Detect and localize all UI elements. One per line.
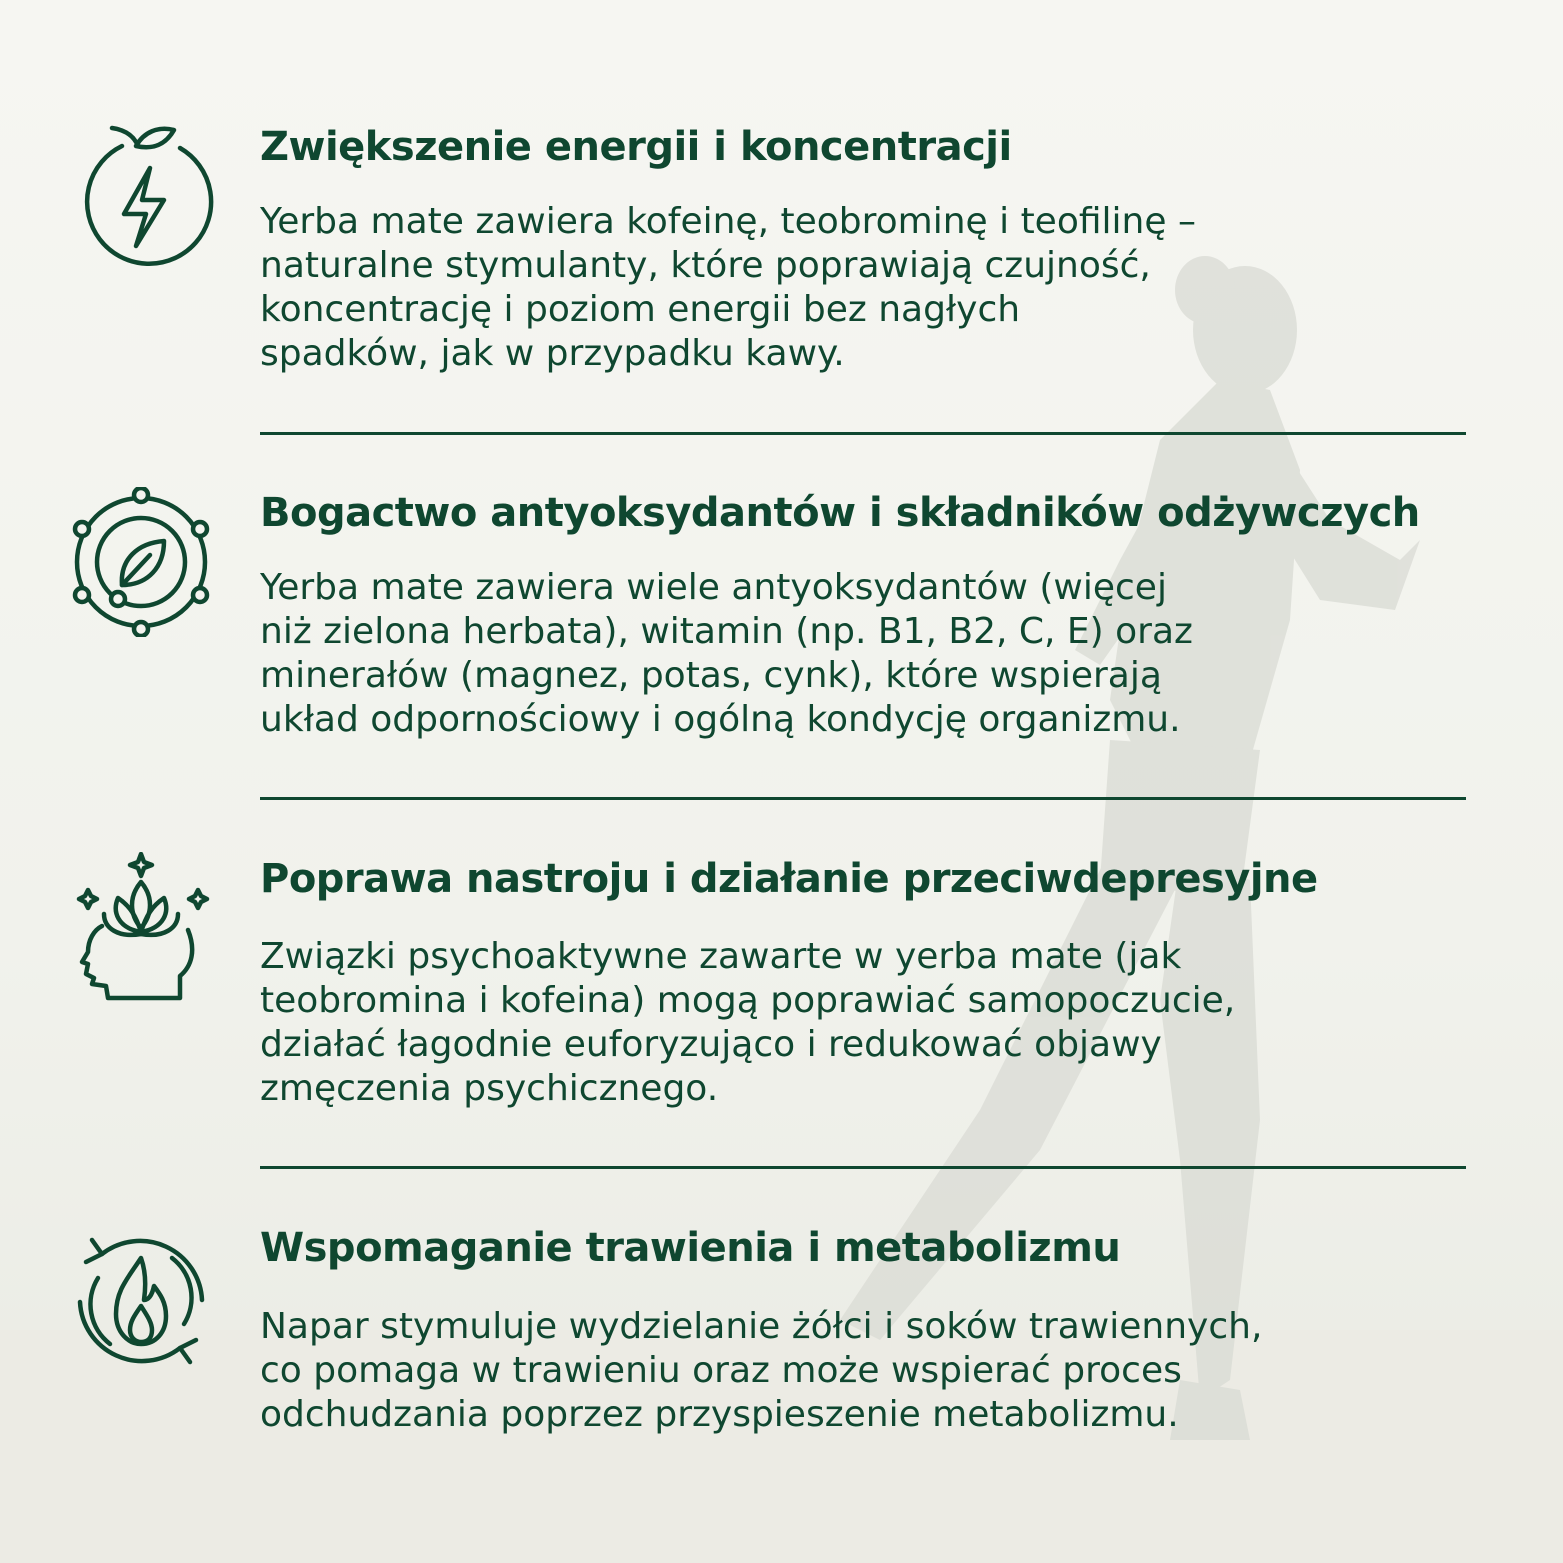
description-line: odchudzania poprzez przyspieszenie metabolizmu. — [260, 1394, 1179, 1435]
energy-bolt-fruit-icon — [66, 122, 216, 272]
description-line: zmęczenia psychicznego. — [260, 1068, 719, 1109]
benefit-description — [260, 935, 1235, 1111]
metabolism-flame-cycle-icon — [66, 1226, 216, 1376]
description-line: Związki psychoaktywne zawarte w yerba mate (jak — [260, 936, 1182, 977]
description-line: koncentrację i poziom energii bez nagłych — [260, 289, 1021, 330]
description-line: działać łagodnie euforyzująco i redukować objawy — [260, 1024, 1162, 1065]
benefit-description — [260, 1305, 1262, 1437]
description-line: spadków, jak w przypadku kawy. — [260, 333, 845, 374]
description-line: układ odpornościowy i ogólną kondycję organizmu. — [260, 699, 1181, 740]
description-line: Yerba mate zawiera kofeinę, teobrominę i teofilinę – — [260, 201, 1196, 242]
description-line: teobromina i kofeina) mogą poprawiać samopoczucie, — [260, 980, 1236, 1021]
benefit-description — [260, 200, 1196, 376]
benefit-title: Bogactwo antyoksydantów i składników odżywczych — [260, 490, 1420, 536]
benefit-description — [260, 566, 1193, 742]
divider — [260, 797, 1466, 800]
description-line: Yerba mate zawiera wiele antyoksydantów (więcej — [260, 567, 1167, 608]
benefit-title: Wspomaganie trawienia i metabolizmu — [260, 1225, 1121, 1271]
antioxidant-leaf-orbit-icon — [66, 487, 216, 637]
mood-head-lotus-icon — [66, 852, 216, 1002]
description-line: co pomaga w trawieniu oraz może wspierać proces — [260, 1350, 1182, 1391]
benefit-title: Zwiększenie energii i koncentracji — [260, 124, 1012, 170]
description-line: niż zielona herbata), witamin (np. B1, B2, C, E) oraz — [260, 611, 1193, 652]
benefit-title: Poprawa nastroju i działanie przeciwdepresyjne — [260, 856, 1318, 902]
divider — [260, 1166, 1466, 1169]
description-line: minerałów (magnez, potas, cynk), które wspierają — [260, 655, 1162, 696]
description-line: naturalne stymulanty, które poprawiają czujność, — [260, 245, 1151, 286]
description-line: Napar stymuluje wydzielanie żółci i soków trawiennych, — [260, 1306, 1263, 1347]
divider — [260, 432, 1466, 435]
